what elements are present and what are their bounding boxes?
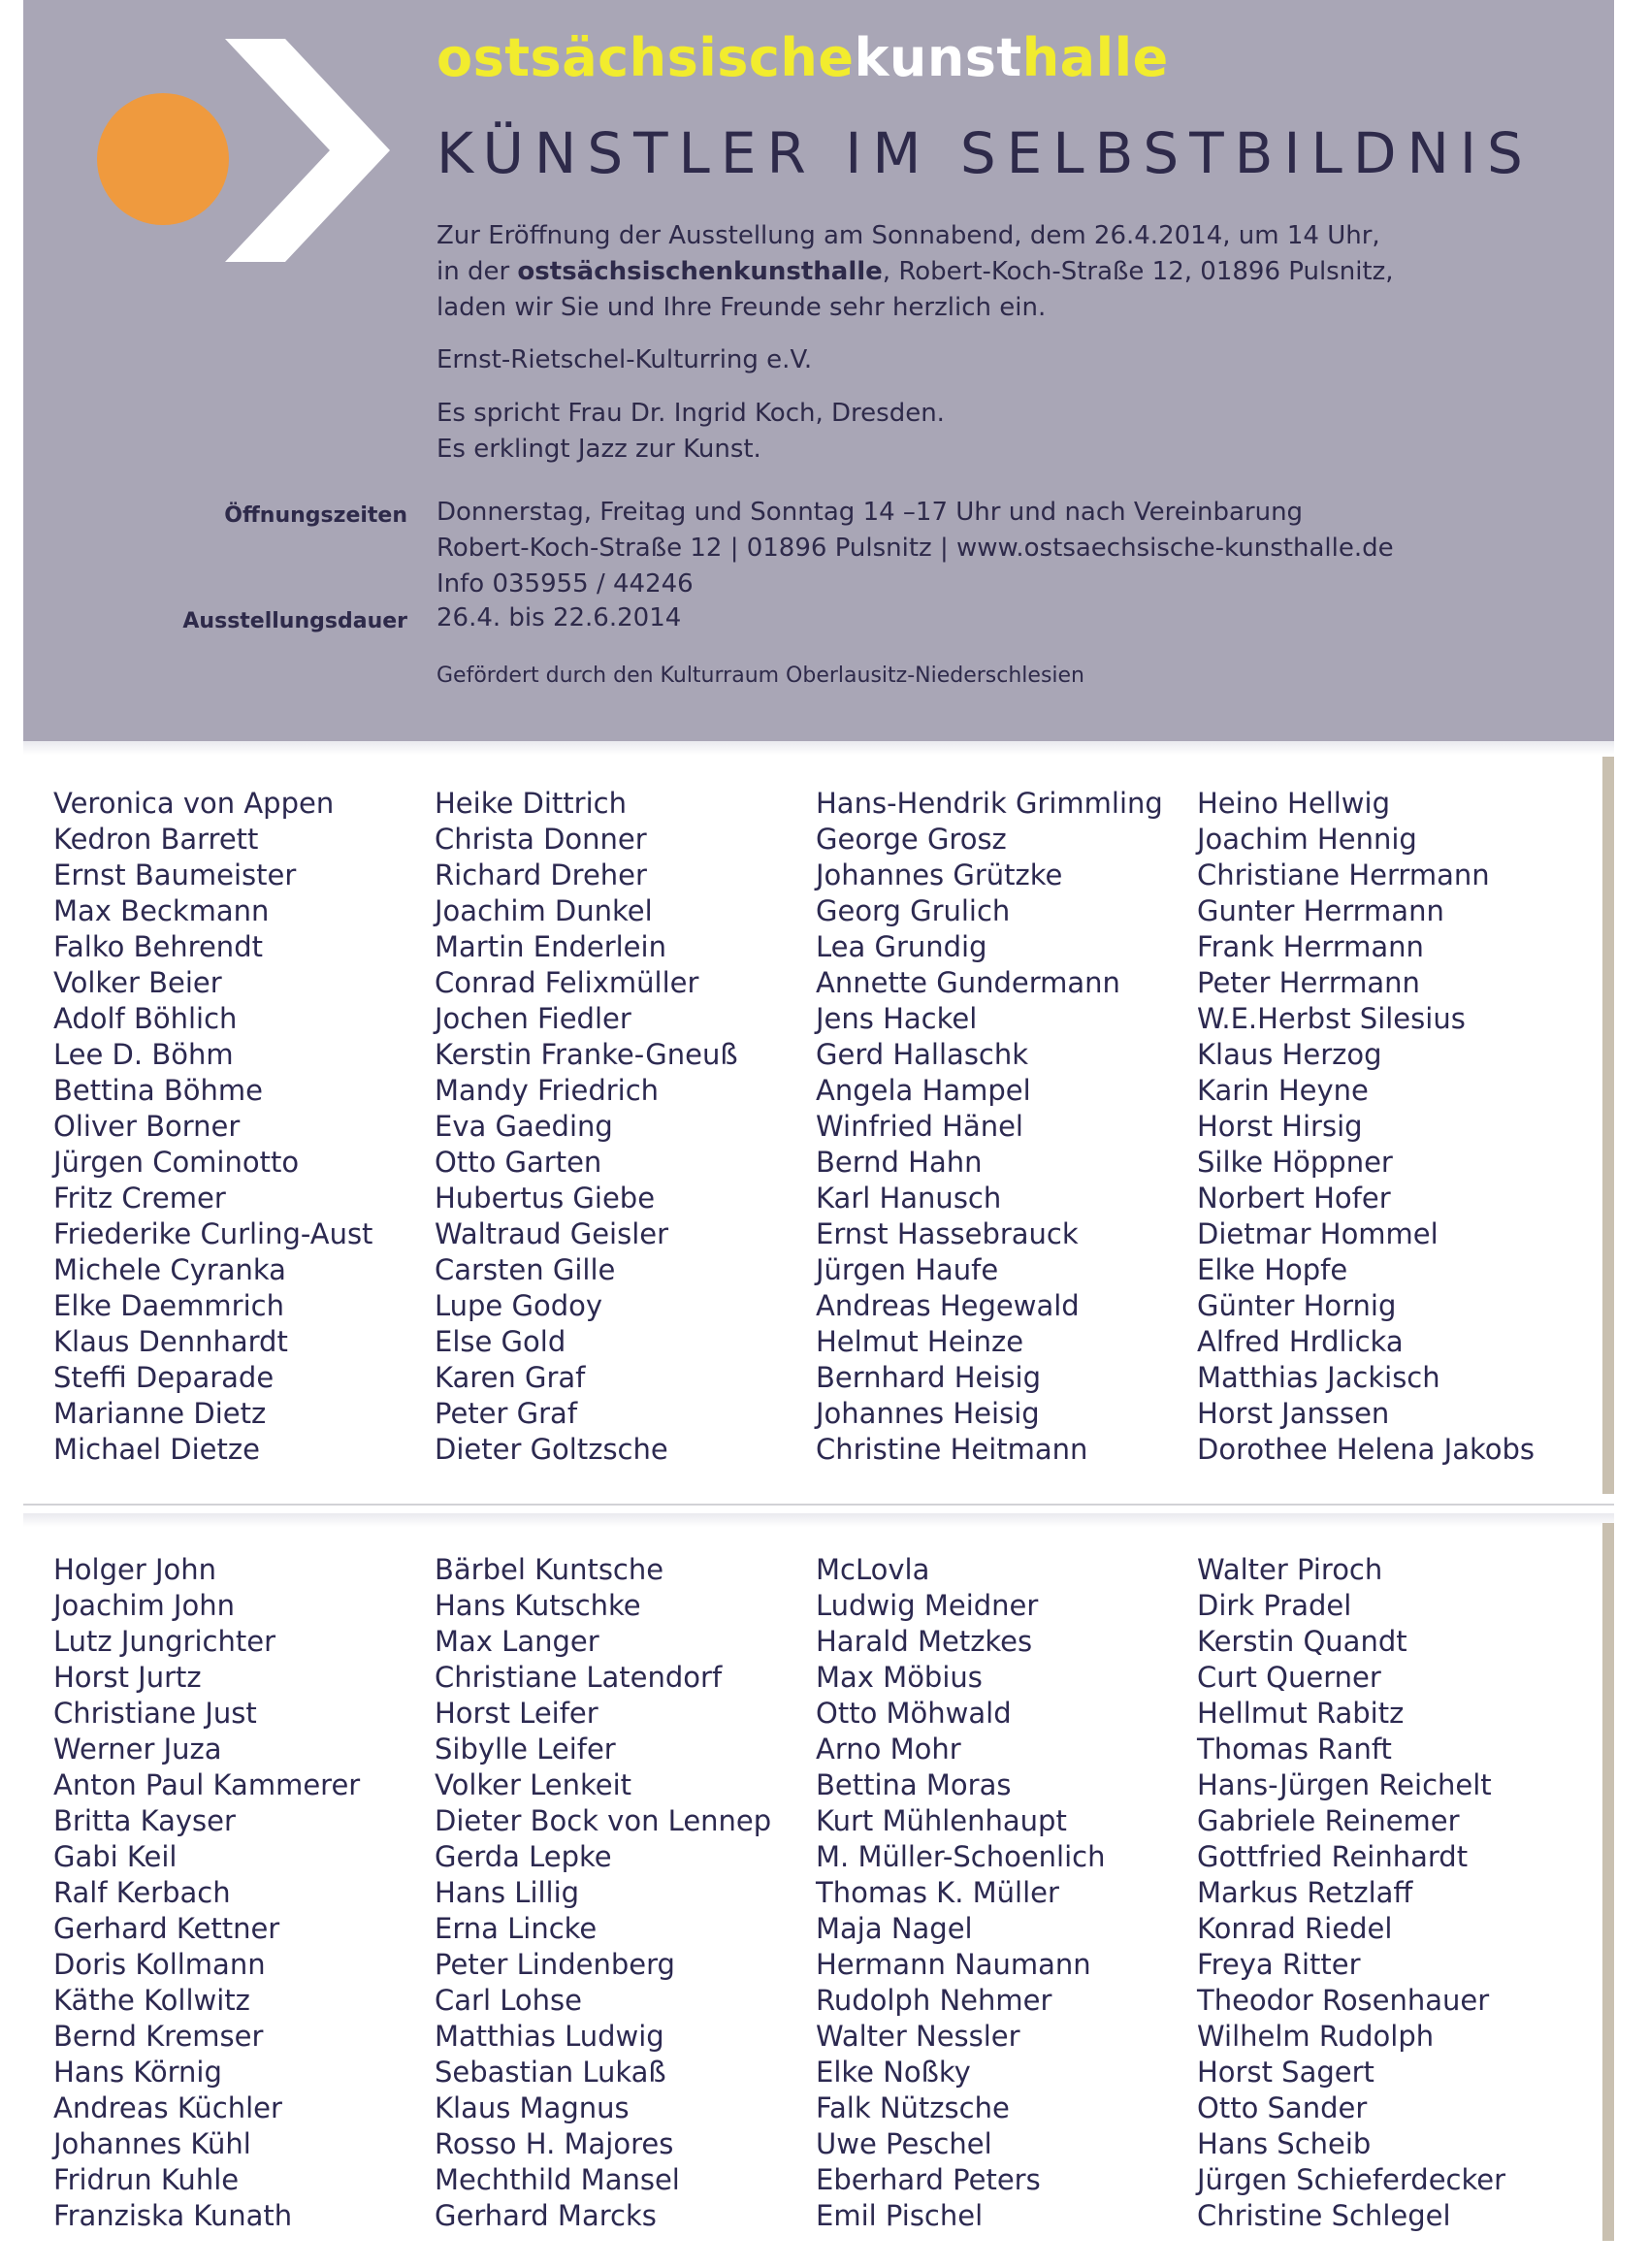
artist-name: Walter Piroch	[1197, 1553, 1383, 1586]
artist-name: Anton Paul Kammerer	[53, 1768, 361, 1801]
artist-name: Lupe Godoy	[435, 1289, 603, 1322]
funding-note: Gefördert durch den Kulturraum Oberlausitz-Niederschlesien	[436, 664, 1084, 688]
artist-name: Joachim Dunkel	[435, 894, 653, 927]
artist-name: Dirk Pradel	[1197, 1589, 1352, 1622]
artist-name: Kerstin Franke-Gneuß	[435, 1038, 738, 1071]
artist-name: Karin Heyne	[1197, 1074, 1369, 1107]
artist-name: Werner Juza	[53, 1733, 222, 1766]
artist-name: Peter Herrmann	[1197, 966, 1420, 999]
artist-name: Karl Hanusch	[816, 1182, 1002, 1215]
artist-name: Adolf Böhlich	[53, 1002, 238, 1035]
artist-list-col-4	[1197, 786, 1566, 1468]
artist-name: Bernhard Heisig	[816, 1361, 1041, 1394]
artist-name: Arno Mohr	[816, 1733, 961, 1766]
artist-name: Jürgen Schieferdecker	[1197, 2163, 1506, 2196]
artist-name: Britta Kayser	[53, 1804, 236, 1837]
artist-name: Wilhelm Rudolph	[1197, 2020, 1435, 2053]
artist-name: Volker Lenkeit	[435, 1768, 632, 1801]
artist-name: Johannes Kühl	[53, 2127, 251, 2160]
artist-name: Horst Hirsig	[1197, 1110, 1363, 1143]
artist-name: Silke Höppner	[1197, 1146, 1393, 1179]
artist-name: Karen Graf	[435, 1361, 586, 1394]
artist-name: Falk Nützsche	[816, 2091, 1010, 2124]
artist-name: Waltraud Geisler	[435, 1217, 669, 1250]
wordmark-part-1: ostsächsische	[436, 27, 855, 88]
artist-list-col-2	[435, 786, 803, 1468]
address-line: Robert-Koch-Straße 12 | 01896 Pulsnitz | www.ostsaechsische-kunsthalle.de	[436, 534, 1394, 563]
artist-name: Gabi Keil	[53, 1840, 178, 1873]
artist-name: Winfried Hänel	[816, 1110, 1023, 1143]
artist-name: Else Gold	[435, 1325, 566, 1358]
artist-name: Lea Grundig	[816, 930, 987, 963]
artist-name: Annette Gundermann	[816, 966, 1120, 999]
artist-name: Freya Ritter	[1197, 1948, 1361, 1981]
artist-name: Thomas K. Müller	[816, 1876, 1059, 1909]
artist-name: Hans Lillig	[435, 1876, 580, 1909]
artist-name: Matthias Jackisch	[1197, 1361, 1440, 1394]
artist-name: Uwe Peschel	[816, 2127, 992, 2160]
fold-shadow	[23, 1513, 1614, 1527]
artist-name: Carsten Gille	[435, 1253, 616, 1286]
artist-name: Erna Lincke	[435, 1912, 598, 1945]
artist-name: Fritz Cremer	[53, 1182, 226, 1215]
artist-name: Helmut Heinze	[816, 1325, 1024, 1358]
artist-name: Horst Jurtz	[53, 1661, 202, 1694]
artist-name: Volker Beier	[53, 966, 222, 999]
page-edge	[1602, 757, 1614, 1494]
artist-name: McLovla	[816, 1553, 930, 1586]
artist-name: Horst Leifer	[435, 1697, 598, 1730]
artist-name: Otto Sander	[1197, 2091, 1368, 2124]
artist-name: Peter Graf	[435, 1397, 578, 1430]
artist-name: Martin Enderlein	[435, 930, 666, 963]
organizer: Ernst-Rietschel-Kulturring e.V.	[436, 345, 813, 374]
artist-name: Jürgen Cominotto	[53, 1146, 300, 1179]
artist-name: Gerda Lepke	[435, 1840, 612, 1873]
artist-name: Bernd Hahn	[816, 1146, 983, 1179]
artist-name: Klaus Magnus	[435, 2091, 630, 2124]
artist-name: Hans Kutschke	[435, 1589, 641, 1622]
artist-name: Christiane Just	[53, 1697, 257, 1730]
artist-name: Horst Janssen	[1197, 1397, 1390, 1430]
artist-name: Gerhard Marcks	[435, 2199, 657, 2232]
artist-name: Mandy Friedrich	[435, 1074, 660, 1107]
artist-list-col-5	[53, 1552, 422, 2234]
artist-name: Gunter Herrmann	[1197, 894, 1444, 927]
artist-name: Hermann Naumann	[816, 1948, 1091, 1981]
artist-name: Christiane Latendorf	[435, 1661, 723, 1694]
artist-name: Dietmar Hommel	[1197, 1217, 1439, 1250]
artist-name: Georg Grulich	[816, 894, 1011, 927]
speaker-line: Es spricht Frau Dr. Ingrid Koch, Dresden.	[436, 399, 945, 428]
artist-name: Christa Donner	[435, 823, 647, 856]
artist-name: Curt Querner	[1197, 1661, 1381, 1694]
artist-name: Norbert Hofer	[1197, 1182, 1391, 1215]
artist-name: Klaus Herzog	[1197, 1038, 1382, 1071]
artist-name: Conrad Felixmüller	[435, 966, 699, 999]
opening-hours	[436, 495, 1394, 602]
artist-name: Rosso H. Majores	[435, 2127, 674, 2160]
logo-orange-circle	[97, 93, 229, 225]
artist-name: Eva Gaeding	[435, 1110, 613, 1143]
artist-name: Jens Hackel	[816, 1002, 978, 1035]
artist-name: Angela Hampel	[816, 1074, 1031, 1107]
artist-name: Matthias Ludwig	[435, 2020, 664, 2053]
artist-name: Otto Garten	[435, 1146, 602, 1179]
artist-name: Theodor Rosenhauer	[1197, 1984, 1490, 2017]
artist-name: Markus Retzlaff	[1197, 1876, 1413, 1909]
artist-name: Ernst Hassebrauck	[816, 1217, 1079, 1250]
artist-name: Dorothee Helena Jakobs	[1197, 1433, 1536, 1466]
artist-list-col-8	[1197, 1552, 1566, 2234]
artist-name: Ernst Baumeister	[53, 859, 297, 891]
page-edge	[1602, 1523, 1614, 2241]
artist-name: Richard Dreher	[435, 859, 647, 891]
artist-name: Andreas Hegewald	[816, 1289, 1080, 1322]
artist-name: Doris Kollmann	[53, 1948, 266, 1981]
artist-name: Hans Körnig	[53, 2056, 222, 2089]
artist-name: Alfred Hrdlicka	[1197, 1325, 1404, 1358]
artist-name: Joachim John	[53, 1589, 235, 1622]
artist-name: Ralf Kerbach	[53, 1876, 231, 1909]
artist-name: Käthe Kollwitz	[53, 1984, 250, 2017]
artist-name: Sebastian Lukaß	[435, 2056, 666, 2089]
artist-name: Hans Scheib	[1197, 2127, 1372, 2160]
invitation-line-2	[436, 254, 1394, 290]
artist-name: Bettina Böhme	[53, 1074, 264, 1107]
invitation-text	[436, 218, 1394, 326]
artist-name: M. Müller-Schoenlich	[816, 1840, 1106, 1873]
artist-name: Johannes Grützke	[816, 859, 1063, 891]
artist-name: Hubertus Giebe	[435, 1182, 656, 1215]
artist-name: Bärbel Kuntsche	[435, 1553, 664, 1586]
artist-name: Konrad Riedel	[1197, 1912, 1393, 1945]
artist-name: Christine Heitmann	[816, 1433, 1088, 1466]
artist-name: Lutz Jungrichter	[53, 1625, 275, 1658]
artist-name: Steffi Deparade	[53, 1361, 275, 1394]
artist-name: Joachim Hennig	[1197, 823, 1417, 856]
artist-name: Gerd Hallaschk	[816, 1038, 1029, 1071]
artist-name: Elke Daemmrich	[53, 1289, 284, 1322]
artist-name: Mechthild Mansel	[435, 2163, 680, 2196]
artist-list-col-6	[435, 1552, 803, 2234]
artist-name: Andreas Küchler	[53, 2091, 282, 2124]
artist-name: Oliver Borner	[53, 1110, 241, 1143]
artist-name: Friederike Curling-Aust	[53, 1217, 373, 1250]
artist-name: Thomas Ranft	[1197, 1733, 1392, 1766]
invitation-line-3: laden wir Sie und Ihre Freunde sehr herzlich ein.	[436, 293, 1047, 322]
artist-name: Klaus Dennhardt	[53, 1325, 288, 1358]
artist-name: Rudolph Nehmer	[816, 1984, 1052, 2017]
duration: 26.4. bis 22.6.2014	[436, 603, 682, 632]
artist-name: Christine Schlegel	[1197, 2199, 1451, 2232]
artist-name: Eberhard Peters	[816, 2163, 1041, 2196]
artist-name: Jürgen Haufe	[816, 1253, 999, 1286]
wordmark-part-2: kunst	[854, 27, 1022, 88]
music-line: Es erklingt Jazz zur Kunst.	[436, 435, 761, 464]
artist-name: Marianne Dietz	[53, 1397, 267, 1430]
artist-name: Gerhard Kettner	[53, 1912, 280, 1945]
invitation-line-2-suffix: , Robert-Koch-Straße 12, 01896 Pulsnitz,	[882, 257, 1394, 286]
artist-name: Franziska Kunath	[53, 2199, 293, 2232]
artist-name: Michael Dietze	[53, 1433, 260, 1466]
artist-name: Elke Noßky	[816, 2056, 971, 2089]
artist-name: George Grosz	[816, 823, 1007, 856]
artist-list-col-7	[816, 1552, 1184, 2234]
artist-name: Hans-Hendrik Grimmling	[816, 787, 1163, 820]
artist-name: Dieter Goltzsche	[435, 1433, 668, 1466]
artist-name: Maja Nagel	[816, 1912, 973, 1945]
artist-name: Heike Dittrich	[435, 787, 627, 820]
artist-name: Michele Cyranka	[53, 1253, 286, 1286]
info-phone: Info 035955 / 44246	[436, 569, 694, 599]
artist-name: Max Möbius	[816, 1661, 983, 1694]
artist-name: Bettina Moras	[816, 1768, 1012, 1801]
artist-name: Dieter Bock von Lennep	[435, 1804, 772, 1837]
artist-name: Christiane Herrmann	[1197, 859, 1490, 891]
opening-hours-text: Donnerstag, Freitag und Sonntag 14 –17 Uhr und nach Vereinbarung	[436, 498, 1304, 527]
artist-name: Elke Hopfe	[1197, 1253, 1348, 1286]
invitation-line-1: Zur Eröffnung der Ausstellung am Sonnabend, dem 26.4.2014, um 14 Uhr,	[436, 221, 1380, 250]
artist-list-col-3	[816, 786, 1184, 1468]
artist-name: Jochen Fiedler	[435, 1002, 631, 1035]
artist-name: Heino Hellwig	[1197, 787, 1390, 820]
venue-name: ostsächsischenkunsthalle	[517, 257, 883, 286]
artist-name: Johannes Heisig	[816, 1397, 1040, 1430]
artist-name: Horst Sagert	[1197, 2056, 1374, 2089]
artist-name: Falko Behrendt	[53, 930, 263, 963]
artist-name: Harald Metzkes	[816, 1625, 1033, 1658]
duration-label: Ausstellungsdauer	[182, 609, 407, 633]
artist-name: W.E.Herbst Silesius	[1197, 1002, 1466, 1035]
artist-name: Fridrun Kuhle	[53, 2163, 240, 2196]
artist-name: Günter Hornig	[1197, 1289, 1397, 1322]
opening-hours-label: Öffnungszeiten	[224, 503, 407, 528]
artist-name: Otto Möhwald	[816, 1697, 1012, 1730]
logo-wordmark	[436, 27, 1169, 88]
artist-name: Hans-Jürgen Reichelt	[1197, 1768, 1492, 1801]
artist-name: Kedron Barrett	[53, 823, 259, 856]
artist-name: Ludwig Meidner	[816, 1589, 1039, 1622]
artist-name: Gabriele Reinemer	[1197, 1804, 1460, 1837]
artist-name: Sibylle Leifer	[435, 1733, 616, 1766]
artist-name: Bernd Kremser	[53, 2020, 264, 2053]
artist-list-col-1	[53, 786, 422, 1468]
artist-name: Kurt Mühlenhaupt	[816, 1804, 1067, 1837]
artist-name: Holger John	[53, 1553, 217, 1586]
artist-name: Emil Pischel	[816, 2199, 984, 2232]
artist-name: Lee D. Böhm	[53, 1038, 234, 1071]
artist-name: Hellmut Rabitz	[1197, 1697, 1405, 1730]
fold-shadow	[23, 741, 1614, 755]
artist-name: Carl Lohse	[435, 1984, 582, 2017]
invitation-line-2-prefix: in der	[436, 257, 518, 286]
artist-name: Max Langer	[435, 1625, 599, 1658]
artist-name: Peter Lindenberg	[435, 1948, 675, 1981]
exhibition-title: KÜNSTLER IM SELBSTBILDNIS	[436, 120, 1534, 186]
artist-name: Gottfried Reinhardt	[1197, 1840, 1469, 1873]
artist-name: Max Beckmann	[53, 894, 270, 927]
artist-name: Veronica von Appen	[53, 787, 335, 820]
artist-name: Walter Nessler	[816, 2020, 1020, 2053]
wordmark-part-3: halle	[1021, 27, 1169, 88]
artist-name: Kerstin Quandt	[1197, 1625, 1407, 1658]
program-text	[436, 396, 945, 468]
logo-chevron-icon	[225, 39, 400, 262]
artist-name: Frank Herrmann	[1197, 930, 1424, 963]
